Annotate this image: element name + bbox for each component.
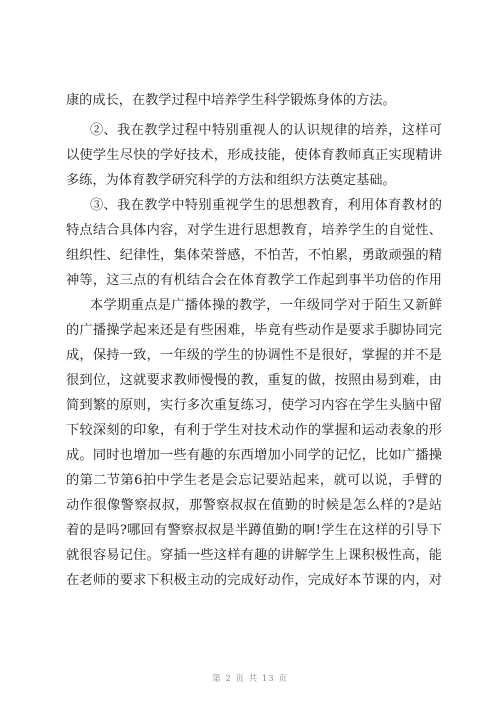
text-line: 动作很像警察叔叔，那警察叔叔在值勤的时候是怎么样的?是站 xyxy=(66,498,442,513)
text-line: ③、我在教学中特别重视学生的思想教育，利用体育教材的 xyxy=(90,198,442,213)
text-line: 下较深刻的印象，有利于学生对技术动作的掌握和运动表象的形 xyxy=(66,423,442,438)
text-line: 神等，这三点的有机结合会在体育教学工作起到事半功倍的作用 xyxy=(66,273,442,288)
text-line: 康的成长，在教学过程中培养学生科学锻炼身体的方法。 xyxy=(66,93,396,108)
text-line: 特点结合具体内容，对学生进行思想教育，培养学生的自觉性、 xyxy=(66,223,442,238)
text-line: 在老师的要求下积极主动的完成好动作，完成好本节课的内，对 xyxy=(66,573,442,588)
text-line: ②、我在教学过程中特别重视人的认识规律的培养，这样可 xyxy=(90,123,442,138)
text-line: 成。同时也增加一些有趣的东西增加小同学的记忆，比如广播操 xyxy=(66,448,442,463)
text-line: 成，保持一致，一年级的学生的协调性不是很好，掌握的并不是 xyxy=(66,348,442,363)
text-line: 很到位，这就要求教师慢慢的教，重复的做，按照由易到难，由 xyxy=(66,373,442,388)
text-line: 组织性、纪律性，集体荣誉感，不怕苦，不怕累，勇敢顽强的精 xyxy=(66,248,442,263)
text-line: 的第二节第6拍中学生老是会忘记要站起来，就可以说，手臂的 xyxy=(66,473,442,488)
text-line: 本学期重点是广播体操的教学，一年级同学对于陌生又新鲜 xyxy=(90,298,442,313)
text-line: 简到繁的原则，实行多次重复练习，使学习内容在学生头脑中留 xyxy=(66,398,442,413)
text-line: 以使学生尽快的学好技术，形成技能，使体育教师真正实现精讲 xyxy=(66,148,442,163)
page-number-footer: 第 2 页 共 13 页 xyxy=(212,674,288,684)
text-line: 着的是吗?哪回有警察叔叔是半蹲值勤的啊!学生在这样的引导下 xyxy=(66,523,442,538)
text-line: 的广播操学起来还是有些困难，毕竟有些动作是要求手脚协同完 xyxy=(66,323,442,338)
text-line: 多练，为体育教学研究科学的方法和组织方法奠定基础。 xyxy=(66,173,396,188)
text-line: 就很容易记住。穿插一些这样有趣的讲解学生上课积极性高，能 xyxy=(66,548,442,563)
